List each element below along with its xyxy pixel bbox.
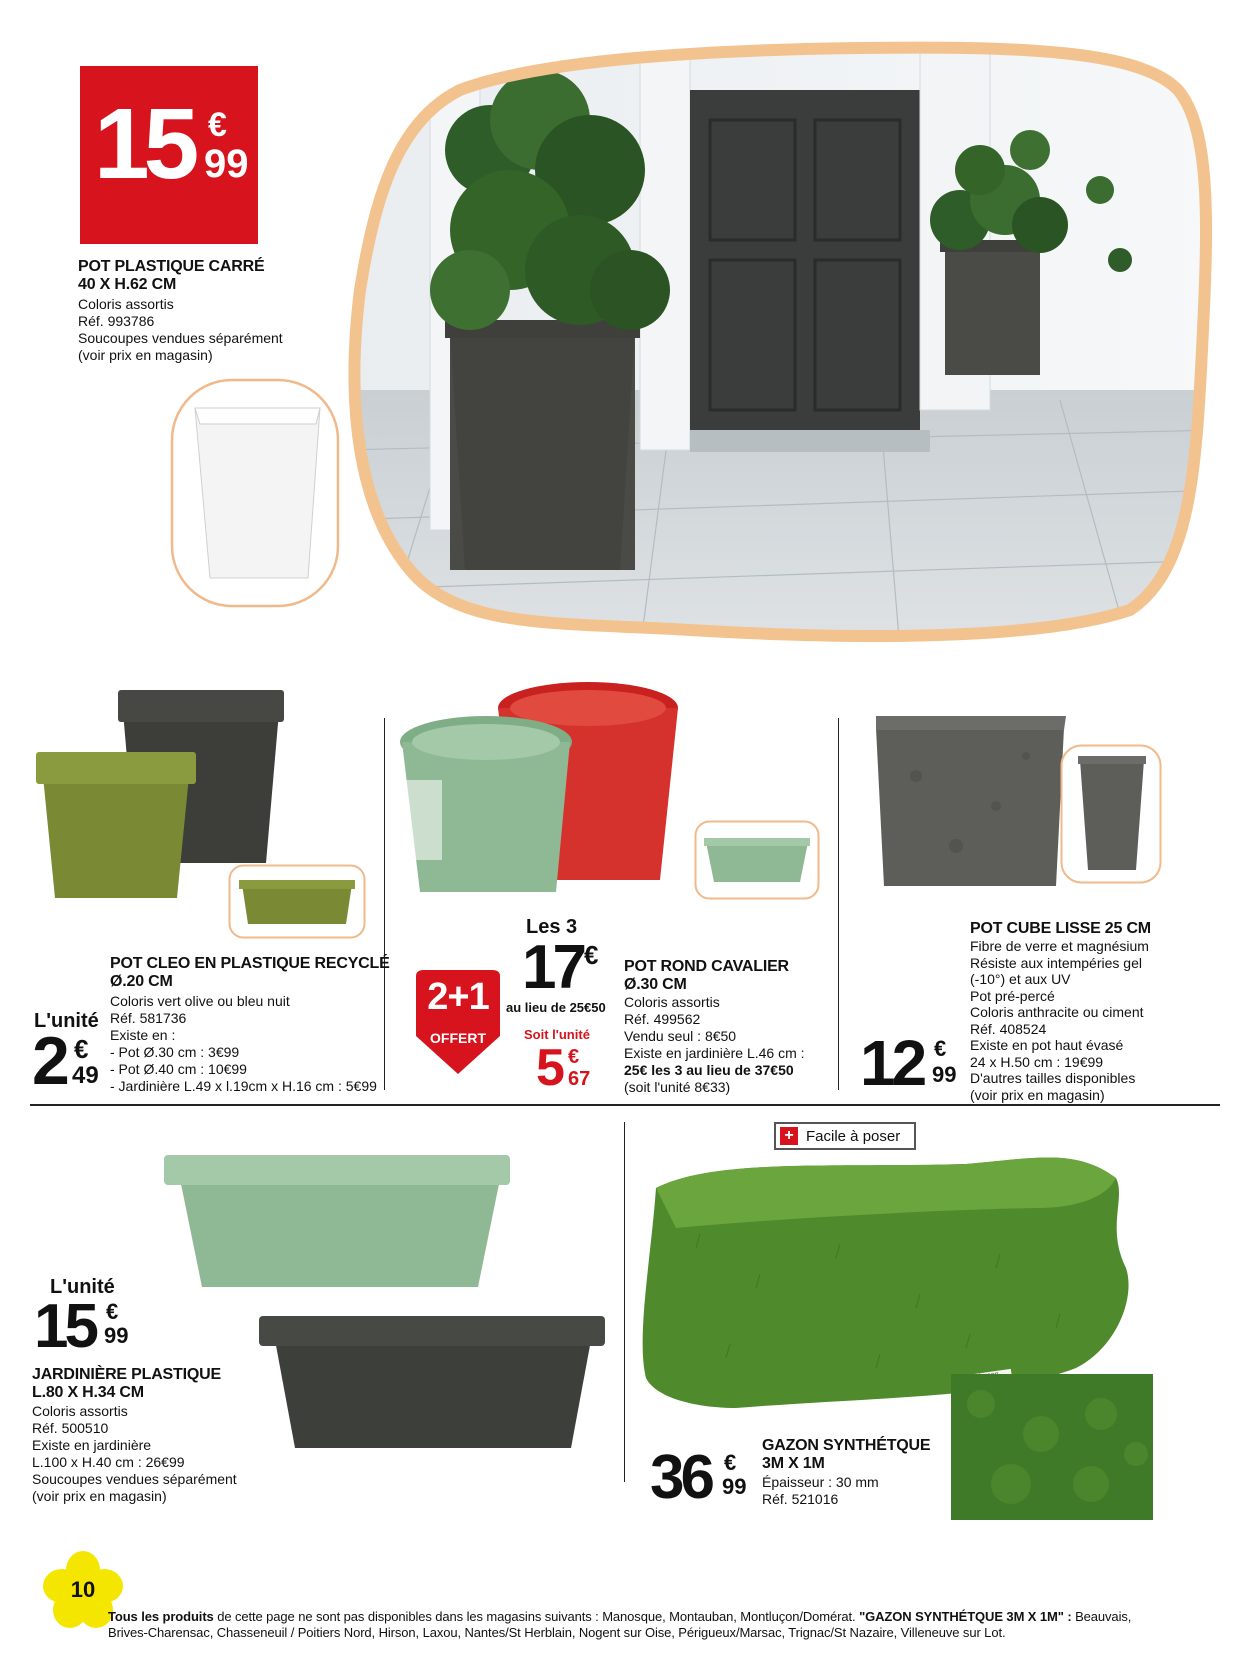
- cleo-unit-label: L'unité: [34, 1010, 99, 1032]
- jardiniere-dark-photo: [255, 1316, 610, 1451]
- jardiniere-unit-label: L'unité: [50, 1276, 115, 1298]
- cavalier-les3: Les 3: [526, 916, 578, 938]
- gazon-details: Épaisseur : 30 mm Réf. 521016: [762, 1474, 879, 1507]
- hero-currency: €: [208, 106, 227, 144]
- gazon-swatch: [951, 1374, 1153, 1520]
- cavalier-jardiniere-inset: [694, 820, 820, 900]
- cavalier-pots-photo: [398, 680, 718, 920]
- cube-price: 12 € 99: [860, 1027, 957, 1099]
- cube-tall-pot-inset: [1060, 744, 1162, 884]
- gazon-price: 36 € 99: [650, 1443, 747, 1512]
- offer-badge-bottom: OFFERT: [430, 1030, 486, 1046]
- hero-price-cents: 99: [204, 142, 249, 186]
- hero-photo: [340, 30, 1220, 650]
- plus-icon: +: [780, 1127, 798, 1145]
- jardiniere-title: JARDINIÈRE PLASTIQUE L.80 X H.34 CM: [32, 1366, 221, 1401]
- footer-note: Tous les produits de cette page ne sont pas disponibles dans les magasins suivants : Manosque, Montauban, Montluçon/Domérat. "GAZON SYNTHÉTQUE 3M X 1M" : Beauvais, Brives-Charensac, Chasseneuil / Poitiers Nord, Hirson, Laxou, Nantes/St Herblain, Nogent sur Oise, Périgueux/Marsac, Trignac/St Nazaire, Villeneuve sur Lot.: [108, 1609, 1132, 1640]
- hero-title: POT PLASTIQUE CARRÉ 40 X H.62 CM: [78, 258, 265, 293]
- cavalier-soit-unite: Soit l'unité: [524, 1027, 590, 1042]
- hero-price-int: 15: [94, 88, 194, 200]
- cleo-title: POT CLEO EN PLASTIQUE RECYCLÉ Ø.20 CM: [110, 955, 390, 990]
- cavalier-price: 17 €: [522, 933, 599, 1002]
- cube-details: Fibre de verre et magnésium Résiste aux intempéries gel (-10°) et aux UV Pot pré-percé Coloris anthracite ou ciment Réf. 408524 Existe en pot haut évasé 24 x H.50 cm : 19€99 D'autres tailles disponibles (voir prix en magasin): [970, 938, 1149, 1103]
- hero-details: Coloris assortis Réf. 993786 Soucoupes vendues séparément (voir prix en magasin): [78, 296, 283, 363]
- gazon-title: GAZON SYNTHÉTQUE 3M X 1M: [762, 1437, 931, 1472]
- cavalier-unit-price: 5 € 67: [536, 1039, 591, 1097]
- cleo-price: 2 € 49: [32, 1023, 99, 1099]
- white-pot-inset: [170, 378, 340, 608]
- page-number: 10: [70, 1577, 96, 1602]
- jardiniere-sage-photo: [160, 1155, 515, 1290]
- offer-badge-top: 2+1: [427, 976, 489, 1018]
- cube-title: POT CUBE LISSE 25 CM: [970, 920, 1151, 937]
- cavalier-details: Coloris assortis Réf. 499562 Vendu seul : 8€50 Existe en jardinière L.46 cm : 25€ les 3 au lieu de 37€50 (soit l'unité 8€33): [624, 994, 805, 1095]
- cavalier-au-lieu: au lieu de 25€50: [506, 1000, 606, 1015]
- jardiniere-price: 15 € 99: [34, 1292, 129, 1361]
- divider-row: [30, 1104, 1220, 1106]
- divider-mid-right: [838, 718, 839, 1090]
- cube-pot-photo: [876, 716, 1066, 891]
- cleo-details: Coloris vert olive ou bleu nuit Réf. 581736 Existe en : - Pot Ø.30 cm : 3€99 - Pot Ø.40 cm : 10€99 - Jardinière L.49 x l.19cm x H.16 cm : 5€99: [110, 993, 377, 1094]
- divider-bottom: [624, 1122, 625, 1482]
- cleo-jardiniere-inset: [228, 864, 366, 939]
- facile-badge-text: Facile à poser: [806, 1128, 901, 1145]
- jardiniere-details: Coloris assortis Réf. 500510 Existe en jardinière L.100 x H.40 cm : 26€99 Soucoupes vendues séparément (voir prix en magasin): [32, 1403, 237, 1504]
- hero-price-box: [80, 66, 258, 244]
- cavalier-title: POT ROND CAVALIER Ø.30 CM: [624, 958, 789, 993]
